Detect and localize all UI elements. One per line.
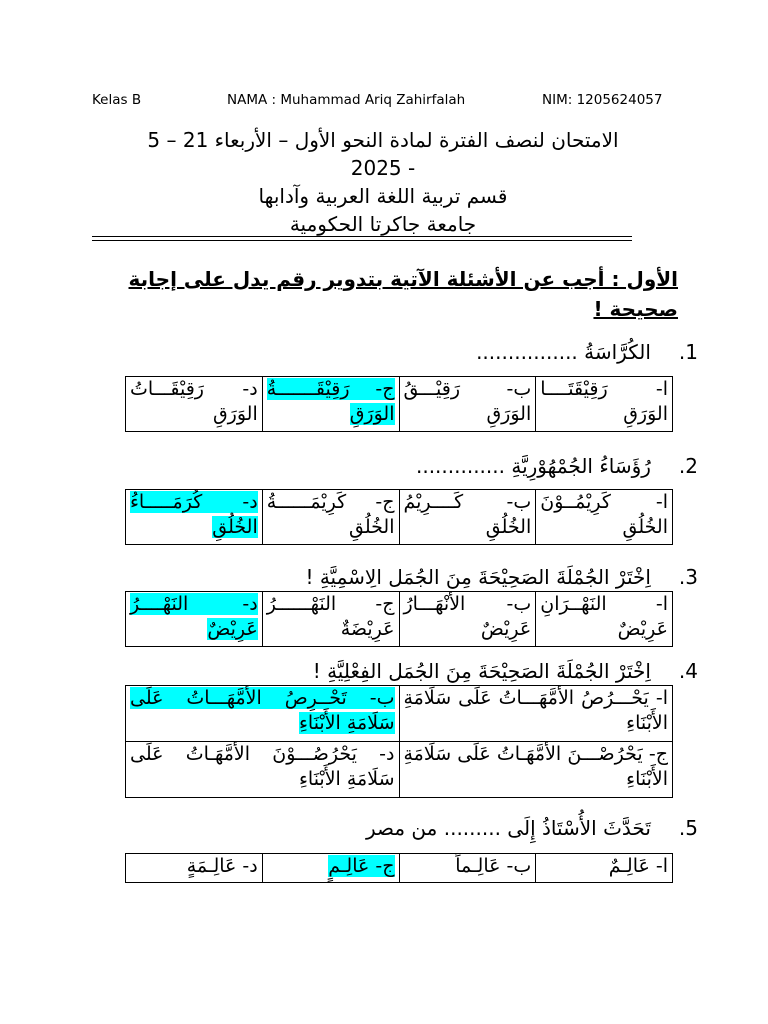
options-table-5: [125, 853, 673, 883]
class-label: Kelas B: [92, 92, 142, 108]
selected-answer: د- النَهْــــرُ عَرِيْضٌ: [130, 593, 258, 640]
option-3c[interactable]: ج- النَهْــــــرُ عَرِيْضَةٌ: [262, 592, 399, 647]
option-5c[interactable]: [262, 854, 399, 883]
student-info-line: [92, 92, 682, 110]
option-4d[interactable]: د- يَحْرُصُـــوْنَ الأُمَّهَـاتُ عَلَى سَلَامَةِ الأَبْنَاءِ: [126, 742, 400, 798]
question-text: اِخْتَرْ الجُمْلَةَ الصَحِيْحَةَ مِنَ الجُمَل الفِعْلِيَّةِ !: [312, 659, 651, 683]
option-1b[interactable]: ب- رَقِيْـــقُ الوَرَقِ: [399, 377, 536, 432]
department-name: قسم تربية اللغة العربية وآدابها: [258, 184, 508, 208]
question-number: 4.: [678, 659, 698, 683]
option-4b[interactable]: [126, 686, 400, 742]
question-text: الكُرَّاسَةُ ................: [476, 340, 651, 364]
option-3a[interactable]: ا- النَهْــرَانِ عَرِيْضٌ: [536, 592, 673, 647]
option-1c[interactable]: [262, 377, 399, 432]
selected-answer: ج- عَالِـمٍ: [328, 855, 395, 877]
options-table-2: [125, 489, 673, 545]
options-table-3: [125, 591, 673, 647]
option-2c[interactable]: ج- كَرِيْمَــــــةُ الخُلُقِ: [262, 490, 399, 545]
university-name: جامعة جاكرتا الحكومية: [289, 212, 477, 236]
option-2b[interactable]: ب- كَــــرِيْمُ الخُلُقِ: [399, 490, 536, 545]
option-4c[interactable]: ج- يَحْرُصْـــنَ الأُمَّهَـاتُ عَلَى سَلَامَةِ الأَبْنَاءِ: [399, 742, 673, 798]
question-4: [300, 657, 698, 685]
question-5: [300, 814, 698, 842]
student-name: NAMA : Muhammad Ariq Zahirfalah: [227, 92, 466, 108]
selected-answer: ج- رَقِيْقَـــــــةُ الوَرَقِ: [266, 378, 395, 425]
question-number: 5.: [678, 816, 698, 840]
option-5d[interactable]: د- عَالِـمَةٍ: [126, 854, 263, 883]
option-1a[interactable]: ا- رَقِيْقَتَــــا الوَرَقِ: [536, 377, 673, 432]
option-2d[interactable]: [126, 490, 263, 545]
question-1: [300, 338, 698, 366]
question-2: [300, 452, 698, 480]
exam-title-line2: - 2025: [350, 156, 416, 180]
options-table-4: [125, 685, 673, 798]
option-3b[interactable]: ب- الأَنْهَـــارُ عَرِيْضٌ: [399, 592, 536, 647]
question-3: [300, 563, 698, 591]
option-4a[interactable]: ا- يَحْـــرُصُ الأُمَّهَـــاتُ عَلَى سَلَامَةِ الأَبْنَاءِ: [399, 686, 673, 742]
question-text: اِخْتَرْ الجُمْلَةَ الصَحِيْحَةَ مِنَ الجُمَل الِاسْمِيَّةِ !: [305, 565, 651, 589]
exam-title-line1: الامتحان لنصف الفترة لمادة النحو الأول – الأربعاء 21 – 5: [147, 128, 619, 152]
option-3d[interactable]: [126, 592, 263, 647]
option-1d[interactable]: د- رَقِيْقَـــاتُ الوَرَقِ: [126, 377, 263, 432]
option-2a[interactable]: ا- كَرِيْمُــوْنَ الخُلُقِ: [536, 490, 673, 545]
section-instructions: الأول : أجب عن الأشئلة الآتية بتدوير رقم يدل على إجابة صحيحة !: [128, 267, 678, 321]
question-text: تَحَدَّثَ الأُسْتَاذُ إِلَى ......... من مصر: [365, 816, 651, 840]
title-divider-top: [92, 236, 632, 237]
options-table-1: [125, 376, 673, 432]
question-text: رُؤَسَاءُ الجُمْهُوْرِيَّةِ ..............: [415, 454, 651, 478]
option-5a[interactable]: ا- عَالِـمٌ: [536, 854, 673, 883]
selected-answer: د- كُرَمَـــــاءُ الخُلُقِ: [130, 491, 258, 538]
title-divider-bottom: [92, 240, 632, 241]
selected-answer: ب- تَحْــرِصُ الأُمَّهَـــاتُ عَلَى سَلَامَةِ الأَبْنَاءِ: [130, 687, 395, 734]
question-number: 1.: [678, 340, 698, 364]
student-id: NIM: 1205624057: [542, 92, 663, 108]
question-number: 3.: [678, 565, 698, 589]
option-5b[interactable]: ب- عَالِـماً: [399, 854, 536, 883]
question-number: 2.: [678, 454, 698, 478]
